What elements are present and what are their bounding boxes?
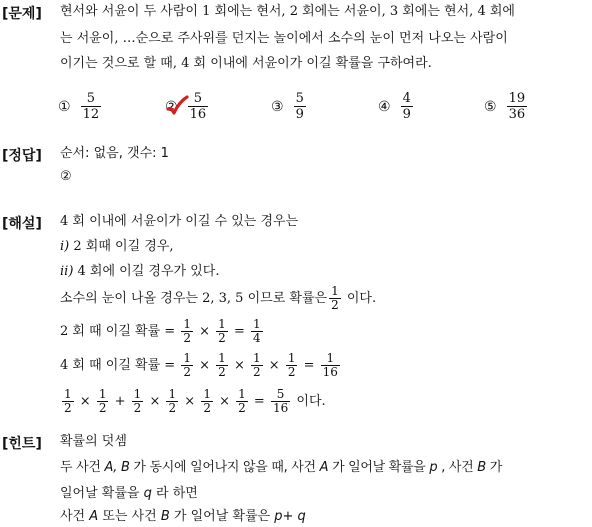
choice-5-fraction: $\frac{19}{36}$ [508, 91, 526, 122]
choice-2[interactable]: ② $\frac{5}{16}$ [165, 91, 207, 122]
hint-line-4: 사건 A 또는 사건 B 가 일어날 확률은 p+ q [60, 509, 306, 524]
solution-label: [해설] [2, 216, 42, 232]
solution-line-1: 4 회 이내에 서윤이가 이길 수 있는 경우는 [60, 214, 299, 229]
choice-2-fraction: $\frac{5}{16}$ [189, 91, 207, 122]
answer-meta: 순서: 없음, 갯수: 1 [60, 146, 169, 161]
answer-label: [정답] [2, 148, 42, 164]
solution-line-4: 소수의 눈이 나올 경우는 2, 3, 5 이므로 확률은 $\frac{1}{2}$ 이다. [60, 284, 377, 312]
checkmark-icon [165, 94, 189, 120]
solution-line-7: $\frac{1}{2}$ × $\frac{1}{2}$ + $\frac{1}{2}$ × $\frac{1}{2}$ × $\frac{1}{2}$ × $\frac{1}{2}$ = $\frac{5}{16}$ 이다. [64, 387, 326, 415]
hint-line-2: 두 사건 A, B 가 동시에 일어나지 않을 때, 사건 A 가 일어날 확률을 p , 사건 B 가 [60, 460, 502, 475]
problem-label: [문제] [2, 6, 42, 22]
problem-text-line-2: 는 서윤이, …순으로 주사위를 던지는 놀이에서 소수의 눈이 먼저 나오는 사람이 [60, 31, 508, 46]
choice-3-fraction: $\frac{5}{9}$ [295, 91, 304, 122]
hint-line-3: 일어날 확률을 q 라 하면 [60, 486, 198, 501]
choice-5[interactable]: ⑤ $\frac{19}{36}$ [484, 91, 526, 122]
answer-value: ② [60, 169, 72, 184]
choice-4[interactable]: ④ $\frac{4}{9}$ [378, 91, 411, 122]
choice-4-fraction: $\frac{4}{9}$ [402, 91, 411, 122]
choice-1-fraction: $\frac{5}{12}$ [82, 91, 100, 122]
hint-title: 확률의 덧셈 [60, 434, 127, 449]
problem-text-line-1: 현서와 서윤이 두 사람이 1 회에는 현서, 2 회에는 서윤이, 3 회에는 현서, 4 회에 [60, 4, 515, 19]
problem-text-line-3: 이기는 것으로 할 때, 4 회 이내에 서윤이가 이길 확률을 구하여라. [60, 56, 432, 71]
hint-label: [힌트] [2, 436, 42, 452]
choice-1[interactable]: ① $\frac{5}{12}$ [58, 91, 100, 122]
solution-line-5: 2 회 때 이길 확률 = $\frac{1}{2}$ × $\frac{1}{2}$ = $\frac{1}{4}$ [60, 317, 261, 345]
choice-3[interactable]: ③ $\frac{5}{9}$ [271, 91, 304, 122]
solution-line-6: 4 회 때 이길 확률 = $\frac{1}{2}$ × $\frac{1}{2}$ × $\frac{1}{2}$ × $\frac{1}{2}$ = $\frac{1}{16}$ [60, 351, 338, 379]
solution-case-2: ii) 4 회에 이길 경우가 있다. [60, 264, 220, 279]
solution-case-1: i) 2 회때 이길 경우, [60, 239, 174, 254]
